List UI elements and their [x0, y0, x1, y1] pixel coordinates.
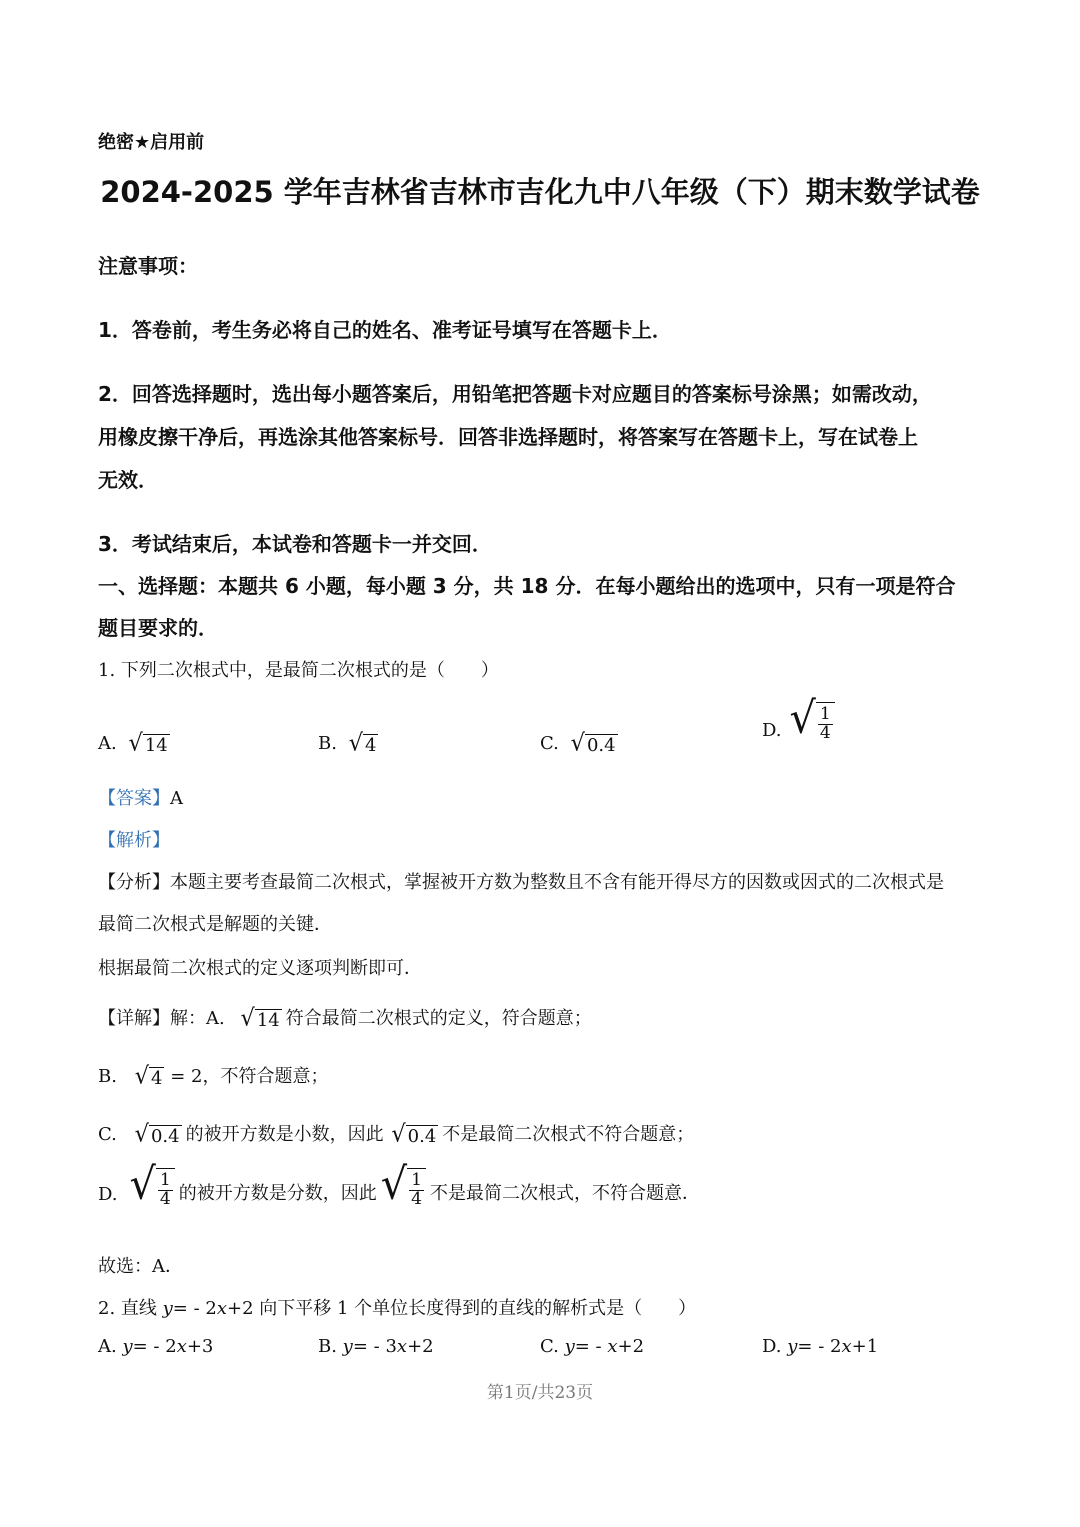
q1-option-d: [762, 692, 835, 744]
notice-item-2-line-1: 2．回答选择题时，选出每小题答案后，用铅笔把答题卡对应题目的答案标号涂黑；如需改动，: [98, 382, 932, 406]
analysis-tag: 【解析】: [98, 830, 170, 851]
detail-tag: 【详解】: [98, 1008, 170, 1029]
section-heading-line-2: 题目要求的．: [98, 616, 218, 640]
radicand: 14: [144, 735, 168, 756]
square-root: √ $\frac{1}{4}$: [130, 1166, 175, 1209]
square-root: √ 0.4: [134, 1120, 180, 1148]
page-number: 第1页/共23页: [486, 1383, 594, 1403]
radicand: 0.4: [586, 735, 616, 756]
answer-value: A: [170, 788, 183, 809]
q2-option-d: [762, 1336, 878, 1357]
option-tail: +2: [617, 1336, 645, 1357]
question-2-stem: [98, 1294, 696, 1320]
fenxi-line-2: 最简二次根式是解题的关键．: [98, 914, 332, 935]
q2-stem-pre: 2. 直线: [98, 1298, 163, 1319]
option-eq: = -: [574, 1336, 608, 1357]
detail-c-text-2: 不是最简二次根式不符合题意；: [442, 1124, 695, 1145]
detail-a-line: [98, 1004, 592, 1031]
option-eq: = - 2: [132, 1336, 177, 1357]
var-x: x: [396, 1336, 408, 1357]
answer-line: [98, 784, 183, 810]
denominator: 4: [159, 1188, 171, 1209]
var-x: x: [841, 1336, 852, 1357]
option-eq: = - 3: [352, 1336, 397, 1357]
q1-option-a: [98, 729, 170, 757]
detail-a-text: 符合最简二次根式的定义，符合题意；: [285, 1008, 592, 1029]
notice-heading: 注意事项：: [98, 254, 198, 278]
notice-item-3: 3．考试结束后，本试卷和答题卡一并交回．: [98, 532, 492, 556]
q2-option-c: [540, 1336, 644, 1357]
denominator: 4: [819, 722, 831, 743]
detail-d-text-1: 的被开方数是分数，因此: [178, 1182, 377, 1204]
fenxi-line-3: 根据最简二次根式的定义逐项判断即可．: [98, 958, 422, 979]
detail-b-line: [98, 1062, 328, 1089]
square-root: √ 4: [348, 729, 377, 757]
page-title: 2024-2025 学年吉林省吉林市吉化九中八年级（下）期末数学试卷: [100, 175, 980, 209]
square-root: √ 0.4: [391, 1120, 437, 1148]
q2-stem-mid: = - 2: [172, 1298, 217, 1319]
detail-c-line: [98, 1120, 694, 1147]
option-label: B.: [318, 732, 337, 754]
option-label: C.: [540, 1336, 565, 1357]
option-tail: +2: [407, 1336, 434, 1357]
question-1-stem: 1. 下列二次根式中，是最简二次根式的是（ ）: [98, 660, 499, 681]
square-root: √ $\frac{1}{4}$: [790, 700, 835, 743]
radicand: 4: [365, 735, 377, 756]
q2-option-b: [318, 1336, 434, 1357]
numerator: 1: [159, 1170, 171, 1190]
var-y: y: [564, 1336, 575, 1357]
detail-c-text-1: 的被开方数是小数，因此: [185, 1124, 384, 1145]
var-y: y: [342, 1336, 353, 1357]
option-label: D.: [762, 719, 782, 741]
answer-tag: 【答案】: [98, 788, 170, 809]
fenxi-line-1: [98, 868, 944, 894]
fenxi-text: 本题主要考查最简二次根式，掌握被开方数为整数且不含有能开得尽方的因数或因式的二次根式是: [170, 872, 944, 893]
var-y: y: [162, 1298, 173, 1319]
option-label: D.: [762, 1336, 788, 1357]
square-root: √ 14: [240, 1004, 280, 1032]
notice-item-2-line-2: 用橡皮擦干净后，再选涂其他答案标号．回答非选择题时，将答案写在答题卡上，写在试卷上: [98, 425, 918, 449]
var-x: x: [216, 1298, 228, 1319]
section-heading-line-1: 一、选择题：本题共 6 小题，每小题 3 分，共 18 分．在每小题给出的选项中，只有一项是符合: [98, 574, 956, 598]
radicand: 0.4: [407, 1126, 437, 1148]
var-y: y: [787, 1336, 798, 1357]
radicand: 14: [256, 1010, 280, 1032]
var-x: x: [607, 1336, 618, 1357]
detail-b-label: B.: [98, 1066, 117, 1087]
fenxi-tag: 【分析】: [98, 872, 170, 893]
option-tail: +1: [851, 1336, 879, 1357]
numerator: 1: [819, 704, 831, 724]
detail-d-label: D.: [98, 1183, 118, 1205]
option-tail: +3: [186, 1336, 214, 1357]
detail-a-prefix: 解：A.: [170, 1008, 225, 1029]
numerator: 1: [411, 1170, 423, 1190]
option-label: A.: [98, 732, 117, 754]
detail-b-text: ，不符合题意；: [202, 1066, 329, 1087]
var-y: y: [122, 1336, 133, 1357]
var-x: x: [176, 1336, 187, 1357]
q2-stem-post: +2 向下平移 1 个单位长度得到的直线的解析式是（ ）: [227, 1298, 697, 1319]
notice-item-1: 1．答卷前，考生务必将自己的姓名、准考证号填写在答题卡上．: [98, 318, 672, 342]
detail-c-label: C.: [98, 1124, 117, 1145]
option-label: B.: [318, 1336, 343, 1357]
square-root: √ $\frac{1}{4}$: [381, 1166, 426, 1209]
detail-b-equation: = 2: [164, 1066, 203, 1087]
secret-label: 绝密★启用前: [98, 132, 205, 153]
radicand: 0.4: [150, 1126, 180, 1148]
q2-option-a: [98, 1336, 213, 1357]
square-root: √ 0.4: [570, 729, 616, 757]
q1-option-b: [318, 729, 378, 757]
square-root: √ 4: [134, 1062, 163, 1090]
radicand: 4: [151, 1068, 163, 1090]
option-label: A.: [98, 1336, 123, 1357]
option-label: C.: [540, 732, 559, 754]
denominator: 4: [411, 1188, 423, 1209]
detail-d-line: [98, 1158, 701, 1210]
detail-d-text-2: 不是最简二次根式，不符合题意．: [430, 1182, 701, 1204]
q1-option-c: [540, 729, 618, 757]
option-eq: = - 2: [797, 1336, 842, 1357]
notice-item-2-line-3: 无效．: [98, 468, 158, 492]
square-root: √ 14: [128, 729, 168, 757]
choose-line: 故选：A．: [98, 1256, 183, 1277]
